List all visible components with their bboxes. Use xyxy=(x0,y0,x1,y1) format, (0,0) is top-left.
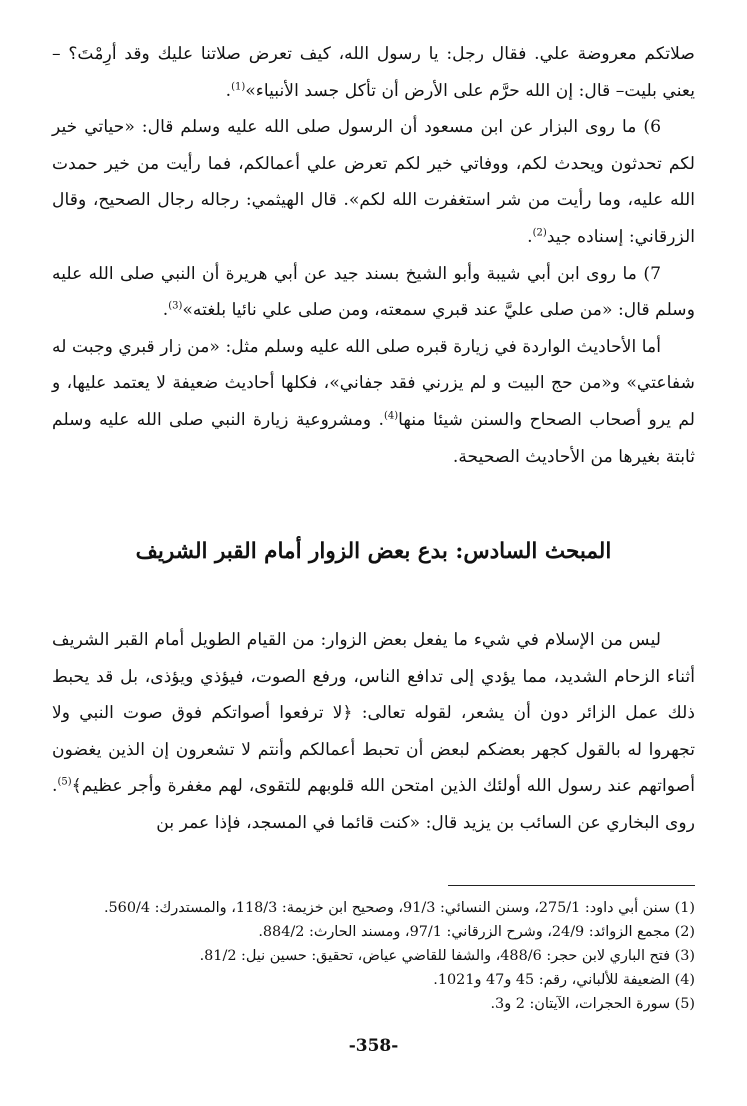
section-paragraph xyxy=(52,622,695,842)
weak-hadith-paragraph xyxy=(52,329,695,475)
section-paragraph-text: ليس من الإسلام في شيء ما يفعل بعض الزوار: من القيام الطويل أمام القبر الشريف أثناء الزحام الشديد، مما يؤدي إلى تدافع الناس، ورفع الصوت، فيؤذي ويؤذى، بل قد يحبط ذلك عمل الزائر دون أن يشعر، لقوله تعالى: ﴿لا ترفعوا أصواتكم فوق صوت النبي ولا تجهروا له بالقول كجهر بعضكم لبعض أن تحبط أعمالكم وأنتم لا تشعرون إن الذين يغضون أصواتهم عند رسول الله أولئك الذين امتحن الله قلوبهم للتقوى، لهم مغفرة وأجر عظيم﴾ xyxy=(52,630,695,797)
footnote-ref-4: (4) xyxy=(383,410,399,422)
footnote-3: (3) فتح الباري لابن حجر: 488/6، والشفا للقاضي عياض، تحقيق: حسين نيل: 81/2. xyxy=(199,948,695,964)
footnote-ref-1: (1) xyxy=(231,80,246,92)
item-6-paragraph: 6) ما روى البزار عن ابن مسعود أن الرسول صلى الله عليه وسلم قال: «حياتي خير لكم تحدثون ويحدث لكم، ووفاتي خير لكم تعرض علي أعمالكم، فما رأيت من خير حمدت الله عليه، وما رأيت من شر استغفرت الله لكم». قال الهيثمي: رجاله رجال الصحيح، وقال الزرقاني: إسناده جيد$^{(2)}$. xyxy=(52,117,695,247)
item-7-text: 7) ما روى ابن أبي شيبة وأبو الشيخ بسند جيد عن أبي هريرة أن النبي صلى الله عليه وسلم قال: «من صلى عليَّ عند قبري سمعته، ومن صلى علي نائيا بلغته» xyxy=(52,263,695,321)
footnote-5: (5) سورة الحجرات، الآيتان: 2 و3. xyxy=(490,996,695,1012)
footnote-1: (1) سنن أبي داود: 275/1، وسنن النسائي: 91/3، وصحيح ابن خزيمة: 118/3، والمستدرك: 560/4. xyxy=(103,900,695,916)
section-paragraph-tail: . روى البخاري عن السائب بن يزيد قال: «كنت قائما في المسجد، فإذا عمر بن xyxy=(52,776,695,833)
footnote-ref-2: (2) xyxy=(532,227,547,239)
continuation-paragraph: صلاتكم معروضة علي. فقال رجل: يا رسول الله، كيف تعرض صلاتنا عليك وقد أرِمْتَ؟ – يعني بليت– قال: إن الله حرَّم على الأرض أن تأكل جسد الأنبياء»$^{(1)}$. xyxy=(52,44,695,101)
body-text-bottom xyxy=(52,622,695,842)
weak-hadith-tail: . ومشروعية زيارة النبي صلى الله عليه وسلم ثابتة بغيرها من الأحاديث الصحيحة. xyxy=(52,409,695,467)
continuation-text: صلاتكم معروضة علي. فقال رجل: يا رسول الله، كيف تعرض صلاتنا عليك وقد أرِمْتَ؟ – يعني بليت– قال: إن الله حرَّم على الأرض أن تأكل جسد الأنبياء» xyxy=(52,44,695,101)
item-7-paragraph: 7) ما روى ابن أبي شيبة وأبو الشيخ بسند جيد عن أبي هريرة أن النبي صلى الله عليه وسلم قال: «من صلى عليَّ عند قبري سمعته، ومن صلى علي نائيا بلغته»$^{(3)}$. xyxy=(52,263,695,321)
page-number: -358- xyxy=(348,1036,399,1056)
footnote-2: (2) مجمع الزوائد: 24/9، وشرح الزرقاني: 97/1، ومسند الحارث: 884/2. xyxy=(258,924,695,940)
item-6-text: 6) ما روى البزار عن ابن مسعود أن الرسول صلى الله عليه وسلم قال: «حياتي خير لكم تحدثون ويحدث لكم، ووفاتي خير لكم تعرض علي أعمالكم، فما رأيت من خير حمدت الله عليه، وما رأيت من شر استغفرت الله لكم». قال الهيثمي: رجاله رجال الصحيح، وقال الزرقاني: إسناده جيد xyxy=(52,117,695,247)
footnotes xyxy=(52,896,695,1016)
weak-hadith-text: أما الأحاديث الواردة في زيارة قبره صلى الله عليه وسلم مثل: «من زار قبري وجبت له شفاعتي» و«من حج البيت و لم يزرني فقد جفاني»، فكلها أحاديث ضعيفة لا يعتمد عليها، و لم يرو أصحاب الصحاح والسنن شيئا منها xyxy=(52,336,695,430)
footnote-ref-3: (3) xyxy=(168,300,183,312)
body-text-top xyxy=(52,36,695,475)
footnote-4: (4) الضعيفة للألباني، رقم: 45 و47 و1021. xyxy=(433,972,695,988)
footnote-divider xyxy=(448,885,695,886)
footnote-ref-5: (5) xyxy=(57,776,72,788)
section-heading: المبحث السادس: بدع بعض الزوار أمام القبر الشريف xyxy=(135,539,612,564)
